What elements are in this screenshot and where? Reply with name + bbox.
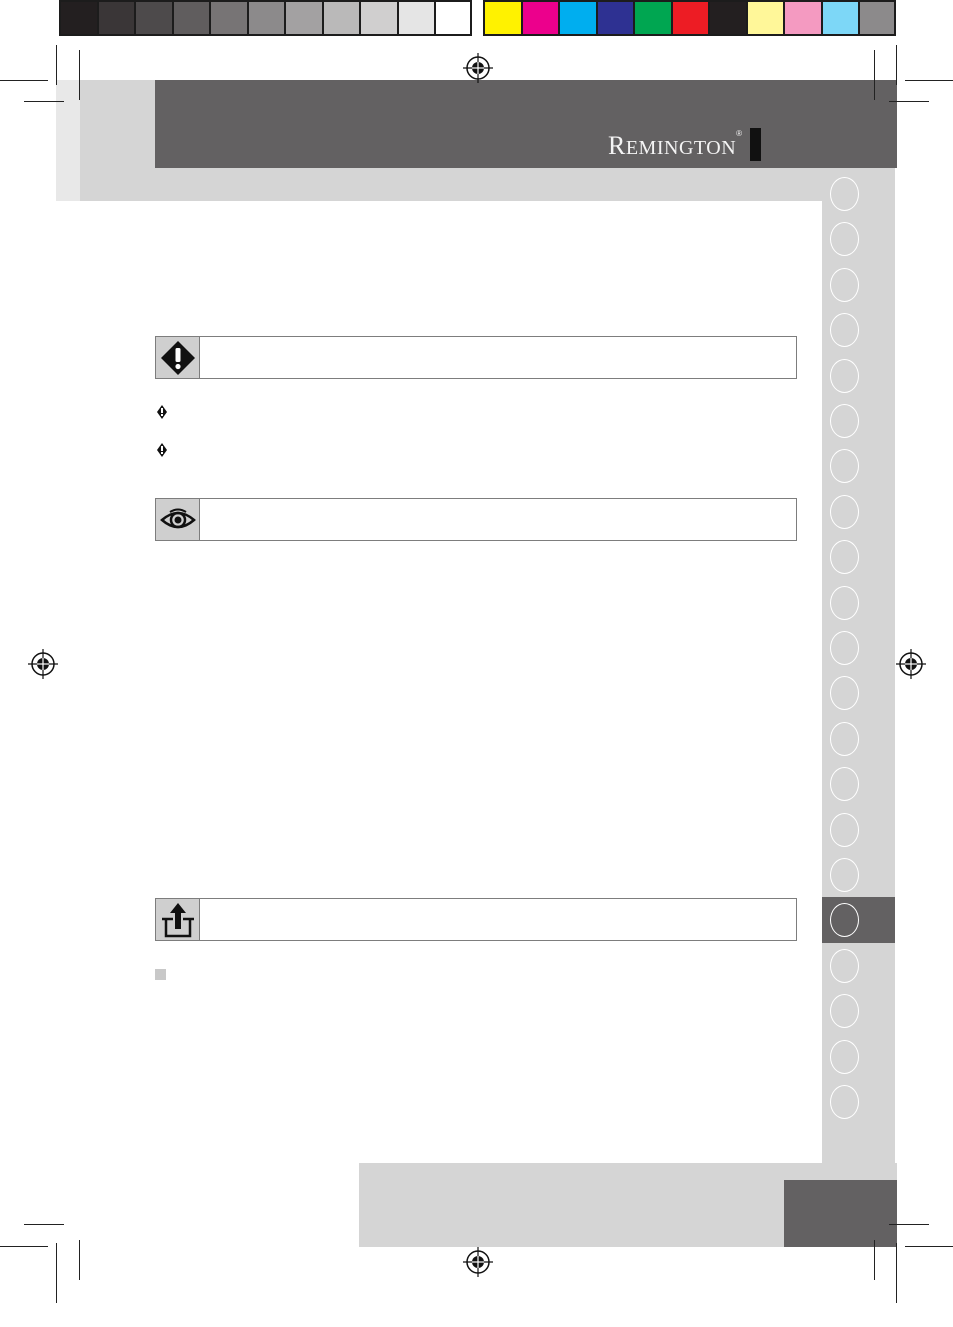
crop-mark	[874, 50, 875, 100]
language-tab-3[interactable]	[830, 268, 859, 302]
brand-bar-icon	[750, 128, 761, 161]
brand-name: REMINGTON	[608, 131, 737, 160]
registration-mark-icon	[896, 649, 926, 679]
color-swatch	[858, 0, 896, 36]
grayscale-calibration-bar	[59, 0, 472, 40]
language-tab-1[interactable]	[830, 177, 859, 211]
language-tab-2[interactable]	[830, 222, 859, 256]
page-header	[155, 80, 897, 168]
language-tab-15[interactable]	[830, 813, 859, 847]
language-tab-8[interactable]	[830, 495, 859, 529]
crop-mark	[905, 80, 953, 81]
language-tab-9[interactable]	[830, 540, 859, 574]
crop-mark	[896, 1243, 897, 1303]
crop-mark	[79, 1240, 80, 1280]
registration-mark-icon	[463, 1247, 493, 1277]
crop-mark	[874, 1240, 875, 1280]
language-tab-6[interactable]	[830, 404, 859, 438]
color-swatch	[483, 0, 521, 36]
crop-mark	[56, 45, 57, 85]
color-swatch	[322, 0, 360, 36]
language-tab-21[interactable]	[830, 1085, 859, 1119]
section-eye	[155, 498, 797, 541]
crop-mark	[889, 1224, 929, 1225]
eye-icon	[156, 499, 200, 540]
left-margin-strip	[56, 80, 80, 201]
crop-mark	[56, 1243, 57, 1303]
crop-mark	[896, 45, 897, 85]
section-warning	[155, 336, 797, 379]
color-swatch	[359, 0, 397, 36]
language-tabs	[822, 168, 895, 1164]
square-bullet-icon	[155, 969, 166, 980]
color-swatch	[247, 0, 285, 36]
under-header-band	[155, 168, 822, 201]
color-swatch	[671, 0, 709, 36]
language-tab-19[interactable]	[830, 994, 859, 1028]
color-swatch	[746, 0, 784, 36]
section-recycle	[155, 898, 797, 941]
language-tab-18[interactable]	[830, 949, 859, 983]
warning-diamond-icon	[156, 337, 200, 378]
crop-mark	[0, 80, 48, 81]
crop-mark	[24, 1224, 64, 1225]
registration-mark-icon	[28, 649, 58, 679]
color-swatch	[209, 0, 247, 36]
crop-mark	[0, 1246, 48, 1247]
language-tab-7[interactable]	[830, 449, 859, 483]
language-tab-11[interactable]	[830, 631, 859, 665]
color-swatch	[521, 0, 559, 36]
top-gray-band	[80, 80, 155, 201]
brand-logo	[608, 123, 761, 159]
color-swatch	[783, 0, 821, 36]
crop-mark	[24, 101, 64, 102]
page-number	[784, 1180, 897, 1247]
language-tab-13[interactable]	[830, 722, 859, 756]
color-swatch	[134, 0, 172, 36]
recycle-box-icon	[156, 899, 200, 940]
language-tab-12[interactable]	[830, 676, 859, 710]
language-tab-16[interactable]	[830, 858, 859, 892]
language-tab-5[interactable]	[830, 359, 859, 393]
language-tab-4[interactable]	[830, 313, 859, 347]
color-swatch	[821, 0, 859, 36]
color-calibration-bar	[483, 0, 896, 40]
color-swatch	[59, 0, 97, 36]
language-tab-14[interactable]	[830, 767, 859, 801]
warning-bullet-icon	[156, 404, 168, 420]
language-tab-10[interactable]	[830, 586, 859, 620]
color-swatch	[397, 0, 435, 36]
color-swatch	[284, 0, 322, 36]
color-swatch	[596, 0, 634, 36]
color-swatch	[708, 0, 746, 36]
crop-mark	[889, 101, 929, 102]
crop-mark	[905, 1246, 953, 1247]
language-tab-20[interactable]	[830, 1040, 859, 1074]
warning-bullet-icon	[156, 442, 168, 458]
color-swatch	[434, 0, 472, 36]
color-swatch	[558, 0, 596, 36]
color-swatch	[97, 0, 135, 36]
crop-mark	[79, 50, 80, 100]
color-swatch	[172, 0, 210, 36]
registration-mark-icon	[463, 53, 493, 83]
color-swatch	[633, 0, 671, 36]
registered-mark: ®	[736, 129, 743, 138]
